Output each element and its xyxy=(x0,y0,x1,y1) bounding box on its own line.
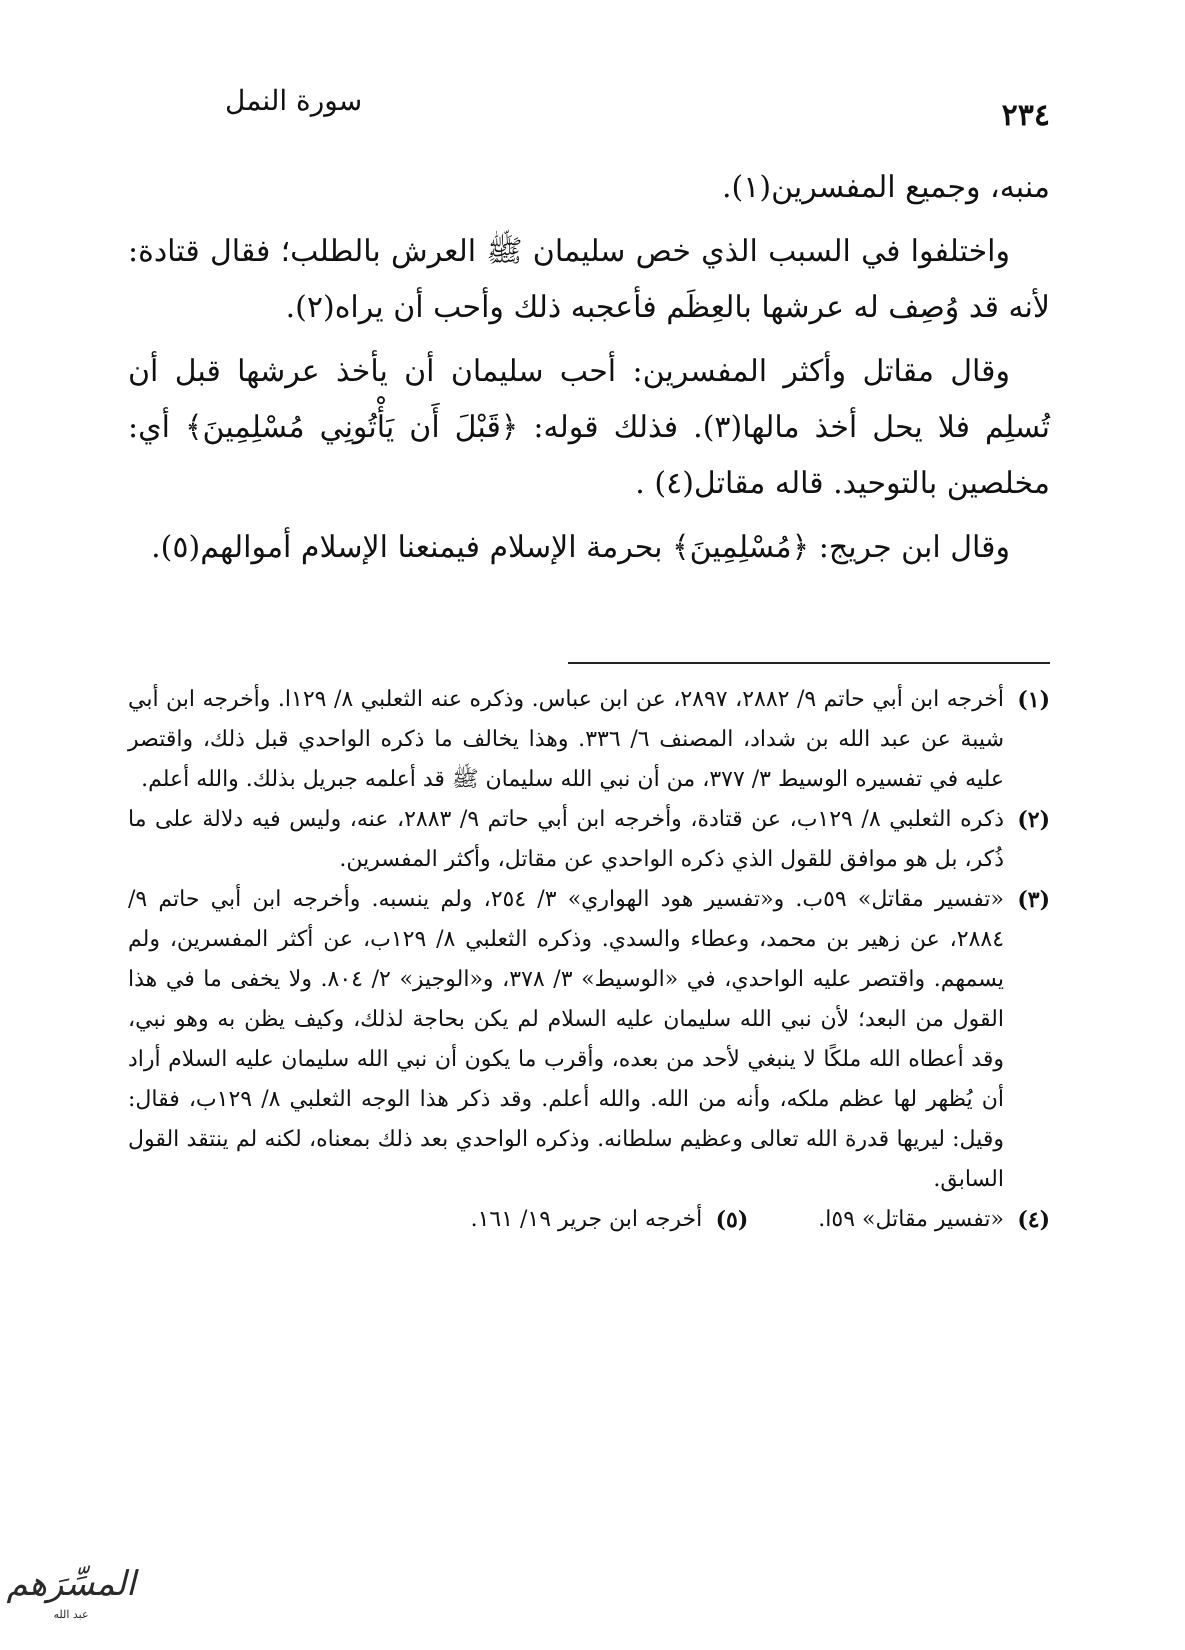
footnote-row xyxy=(128,1200,1050,1240)
footnote-number: (١) xyxy=(1017,687,1050,713)
footnote xyxy=(128,680,1050,800)
footnote xyxy=(128,880,1050,1200)
footnote-separator xyxy=(568,662,1050,664)
logo-text: المسِّرَهم xyxy=(6,1564,136,1604)
paragraph: وقال ابن جريج: ﴿مُسْلِمِينَ﴾ بحرمة الإسلام فيمنعنا الإسلام أموالهم(٥). xyxy=(151,530,1010,565)
footnote xyxy=(128,800,1050,880)
footnote-text: «تفسير مقاتل» ٥٩ب. و«تفسير هود الهواري» ٣/ ٢٥٤، ولم ينسبه. وأخرجه ابن أبي حاتم ٩/ ٢٨٨٤، عن زهير بن محمد، وعطاء والسدي. وذكره الثعلبي ٨/ ١٢٩ب، عن أكثر المفسرين، ولم يسمهم. واقتصر عليه الواحدي، في «الوسيط» ٣/ ٣٧٨، و«الوجيز» ٢/ ٨٠٤. ولا يخفى ما في هذا القول من البعد؛ لأن نبي الله سليمان عليه السلام لم يكن بحاجة لذلك، وكيف يظن به وهو نبي، وقد أعطاه الله ملكًا لا ينبغي لأحد من بعده، وأقرب ما يكون أن نبي الله سليمان عليه السلام أراد أن يُظهر لها عظم ملكه، وأنه من الله. والله أعلم. وقد ذكر هذا الوجه الثعلبي ٨/ ١٢٩ب، فقال: وقيل: ليريها قدرة الله تعالى وعظيم سلطانه. وذكره الواحدي بعد ذلك بمعناه، لكنه لم ينتقد القول السابق. xyxy=(128,887,1005,1192)
watermark-logo xyxy=(6,1560,136,1640)
footnote-number: (٥) xyxy=(715,1207,749,1233)
footnote-text: ذكره الثعلبي ٨/ ١٢٩ب، عن قتادة، وأخرجه ابن أبي حاتم ٩/ ٢٨٨٣، عنه، وليس فيه دلالة على ما ذُكر، بل هو موافق للقول الذي ذكره الواحدي عن مقاتل، وأكثر المفسرين. xyxy=(128,807,1005,872)
page-number: ٢٣٤ xyxy=(1001,98,1050,133)
page-header xyxy=(130,70,1050,140)
main-text xyxy=(128,160,1050,584)
footnote xyxy=(818,1200,1050,1240)
footnote-text: «تفسير مقاتل» ٥٩ا. xyxy=(818,1207,1004,1232)
surah-title: سورة النمل xyxy=(225,84,363,117)
paragraph: وقال مقاتل وأكثر المفسرين: أحب سليمان أن يأخذ عرشها قبل أن تُسلِم فلا يحل أخذ مالها(٣). فذلك قوله: ﴿قَبْلَ أَن يَأْتُونِي مُسْلِمِينَ﴾ أي: مخلصين بالتوحيد. قاله مقاتل(٤) . xyxy=(128,354,1050,501)
footnote xyxy=(471,1200,749,1240)
footnote-number: (٢) xyxy=(1017,807,1050,833)
paragraph: منبه، وجميع المفسرين(١). xyxy=(722,170,1050,205)
paragraph: واختلفوا في السبب الذي خص سليمان ﷺ العرش بالطلب؛ فقال قتادة: لأنه قد وُصِف له عرشها بالعِظَم فأعجبه ذلك وأحب أن يراه(٢). xyxy=(128,234,1050,325)
footnote-number: (٣) xyxy=(1017,887,1050,913)
footnote-text: أخرجه ابن أبي حاتم ٩/ ٢٨٨٢، ٢٨٩٧، عن ابن عباس. وذكره عنه الثعلبي ٨/ ١٢٩ا. وأخرجه ابن أبي شيبة عن عبد الله بن شداد، المصنف ٦/ ٣٣٦. وهذا يخالف ما ذكره الواحدي قبل ذلك، واقتصر عليه في تفسيره الوسيط ٣/ ٣٧٧، من أن نبي الله سليمان ﷺ قد أعلمه جبريل بذلك. والله أعلم. xyxy=(128,687,1005,792)
footnote-text: أخرجه ابن جرير ١٩/ ١٦١. xyxy=(470,1207,703,1232)
footnotes xyxy=(128,680,1050,1240)
footnote-number: (٤) xyxy=(1017,1207,1050,1233)
logo-subtext: عبد الله xyxy=(53,1608,89,1621)
